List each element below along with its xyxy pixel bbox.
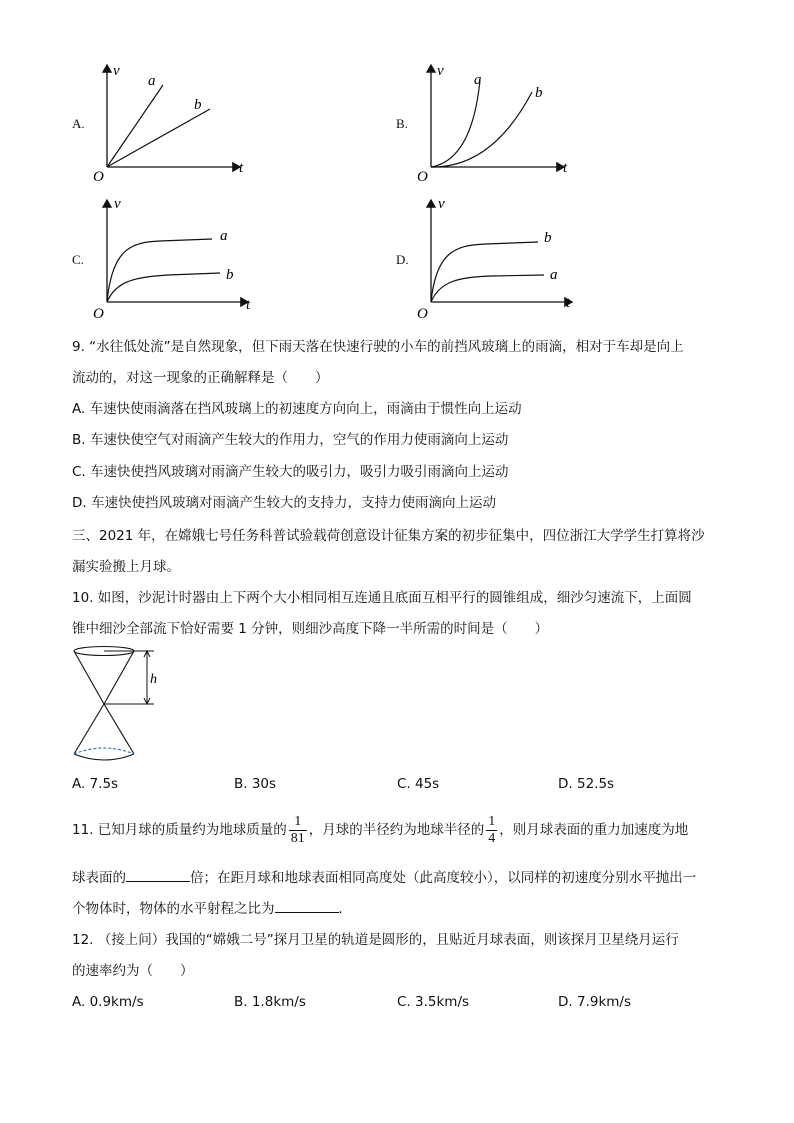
- q10-option-b: B. 30s: [234, 776, 277, 792]
- svg-text:b: b: [226, 267, 234, 283]
- svg-text:b: b: [194, 97, 202, 113]
- q12-option-d: D. 7.9km/s: [558, 994, 631, 1010]
- section3-line1: 三、2021 年，在嫦娥七号任务科普试验载荷创意设计征集方案的初步征集中，四位浙江大学学生打算将沙: [72, 528, 705, 544]
- q10-stem-line2: 锥中细沙全部流下恰好需要 1 分钟，则细沙高度下降一半所需的时间是（ ）: [72, 621, 549, 637]
- svg-text:v: v: [437, 63, 444, 79]
- svg-text:a: a: [474, 72, 482, 88]
- svg-text:b: b: [535, 85, 543, 101]
- section3-line2: 漏实验搬上月球。: [72, 559, 180, 575]
- curve-a: [431, 80, 480, 167]
- answer-blank-1[interactable]: [126, 868, 190, 882]
- svg-text:a: a: [148, 73, 156, 89]
- curve-a: [107, 239, 212, 302]
- answer-blank-2[interactable]: [275, 899, 339, 913]
- q12-option-b: B. 1.8km/s: [234, 994, 306, 1010]
- q9-option-a: A. 车速快使雨滴落在挡风玻璃上的初速度方向向上，雨滴由于惯性向上运动: [72, 401, 522, 417]
- option-c-label: C.: [72, 252, 84, 267]
- svg-text:O: O: [417, 169, 428, 185]
- t-axis-label: t: [239, 160, 244, 176]
- graph-b: [414, 60, 584, 185]
- curve-a: [431, 275, 544, 302]
- height-label: h: [150, 672, 157, 687]
- svg-text:b: b: [544, 230, 552, 246]
- q11-stem-line3: 个物体时，物体的水平射程之比为 ．: [72, 901, 352, 917]
- q11-text-1: 11. 已知月球的质量约为地球质量的: [72, 822, 287, 838]
- q10-option-d: D. 52.5s: [558, 776, 615, 792]
- option-d-label: D.: [396, 252, 409, 267]
- line-a: [107, 85, 163, 167]
- origin-label: O: [93, 169, 104, 185]
- q12-option-a: A. 0.9km/s: [72, 994, 144, 1010]
- line-b: [107, 109, 210, 167]
- curve-b: [431, 242, 538, 302]
- q12-option-c: C. 3.5km/s: [397, 994, 470, 1010]
- q9-option-b: B. 车速快使空气对雨滴产生较大的作用力，空气的作用力使雨滴向上运动: [72, 432, 509, 448]
- q11-stem-line1: [72, 812, 688, 848]
- graph-c: [90, 195, 260, 320]
- svg-text:O: O: [93, 306, 104, 320]
- graph-a: [90, 60, 260, 185]
- curve-b: [107, 273, 220, 302]
- q10-option-c: C. 45s: [397, 776, 440, 792]
- q9-option-d: D. 车速快使挡风玻璃对雨滴产生较大的支持力，支持力使雨滴向上运动: [72, 495, 496, 511]
- svg-text:a: a: [550, 267, 558, 283]
- q11-text-2: ，月球的半径约为地球半径的: [308, 822, 485, 838]
- fraction-1-81: $\frac{1}{81}$: [290, 813, 305, 846]
- q10-stem-line1: 10. 如图，沙泥计时器由上下两个大小相同相互连通且底面互相平行的圆锥组成，细沙匀速流下，上面圆: [72, 590, 692, 606]
- q9-stem-line1: 9. “水往低处流”是自然现象，但下雨天落在快速行驶的小车的前挡风玻璃上的雨滴，相对于车却是向上: [72, 339, 684, 355]
- q11-text-3: ，则月球表面的重力加速度为地: [499, 822, 689, 838]
- q12-stem-line2: 的速率约为（ ）: [72, 963, 194, 979]
- option-b-label: B.: [396, 116, 408, 131]
- v-axis-label: v: [113, 63, 120, 79]
- svg-text:a: a: [220, 228, 228, 244]
- option-a-label: A.: [72, 116, 85, 131]
- graph-d: [414, 195, 584, 320]
- svg-text:O: O: [417, 306, 428, 320]
- fraction-1-4: $\frac{1}{4}$: [488, 813, 496, 846]
- q12-stem-line1: 12. （接上问）我国的“嫦娥二号”探月卫星的轨道是圆形的，且贴近月球表面，则该探月卫星绕月运行: [72, 932, 679, 948]
- curve-b: [431, 92, 532, 167]
- svg-text:v: v: [438, 196, 445, 212]
- svg-text:v: v: [114, 196, 121, 212]
- svg-text:t: t: [563, 160, 568, 176]
- q9-option-c: C. 车速快使挡风玻璃对雨滴产生较大的吸引力，吸引力吸引雨滴向上运动: [72, 464, 509, 480]
- q10-option-a: A. 7.5s: [72, 776, 119, 792]
- hourglass-figure: [70, 640, 170, 765]
- q11-stem-line2: 球表面的 倍；在距月球和地球表面相同高度处（此高度较小），以同样的初速度分别水平抛出一: [72, 870, 697, 886]
- svg-text:t: t: [566, 295, 571, 311]
- q9-stem-line2: 流动的，对这一现象的正确解释是（ ）: [72, 370, 329, 386]
- svg-text:t: t: [246, 297, 251, 313]
